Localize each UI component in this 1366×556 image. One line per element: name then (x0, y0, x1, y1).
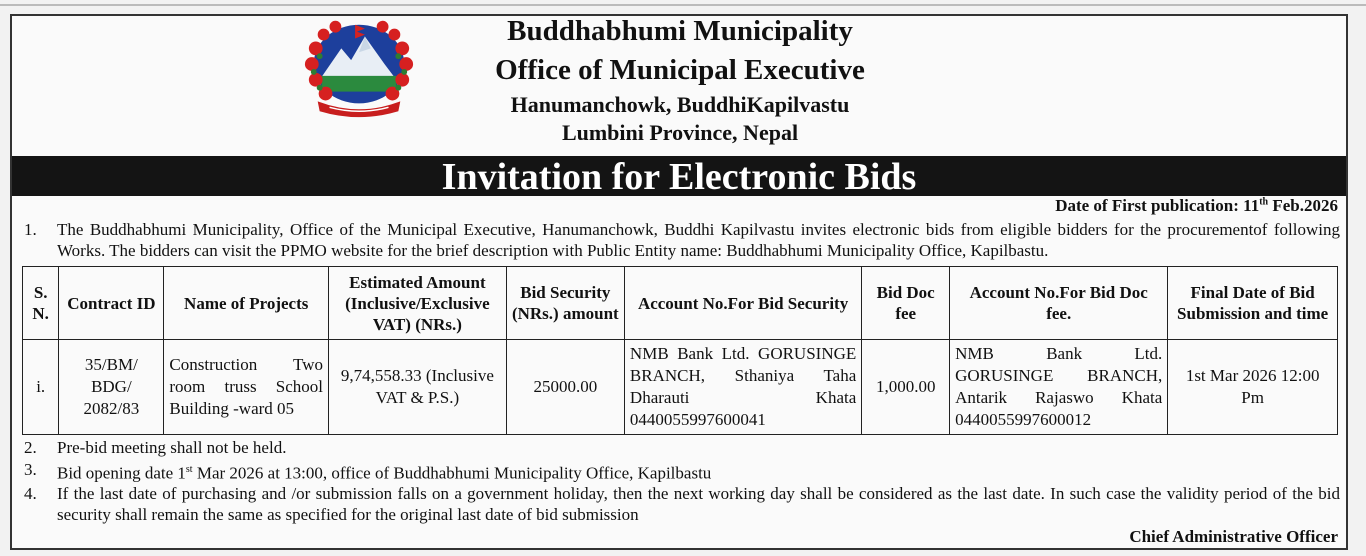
note-text: If the last date of purchasing and /or submission falls on a government holiday, then the next working day shall be considered as the last date. In such case the validity period of the bid security shall remain the same as specified for the original last date of bid submission (57, 484, 1340, 524)
header-doc-fee-account: Account No.For Bid Doc fee. (950, 267, 1168, 340)
title-banner (12, 156, 1346, 196)
table-row (23, 340, 1338, 435)
note-1 (24, 219, 1340, 261)
note-text: The Buddhabhumi Municipality, Office of the Municipal Executive, Hanumanchowk, Buddhi Kapilvastu invites electronic bids from eligible bidders for the procurementof following Works. The bidders can visit the PPMO website for the brief description with Public Entity name: Buddhabhumi Municipality Office, Kapilbastu. (57, 220, 1340, 260)
cell-bid-security: 25000.00 (506, 340, 624, 435)
office-province: Lumbini Province, Nepal (561, 120, 799, 145)
note-text (57, 459, 711, 484)
signoff: Chief Administrative Officer (1129, 527, 1338, 546)
office-name: Office of Municipal Executive (495, 54, 865, 86)
table-header-row (23, 267, 1338, 340)
cell-sn: i. (23, 340, 59, 435)
note-number: 4. (24, 484, 37, 503)
municipality-name: Buddhabhumi Municipality (507, 15, 853, 47)
office-address: Hanumanchowk, BuddhiKapilvastu (510, 92, 850, 117)
note-number: 1. (24, 220, 37, 239)
header-contract-id: Contract ID (59, 267, 164, 340)
bids-table (22, 266, 1338, 435)
top-rule (0, 4, 1366, 6)
cell-doc-fee: 1,000.00 (862, 340, 950, 435)
note-number: 2. (24, 438, 37, 457)
header-bid-security: Bid Security (NRs.) amount (506, 267, 624, 340)
note-text-sup: st (185, 464, 193, 475)
notice-title: Invitation for Electronic Bids (441, 156, 917, 198)
cell-doc-fee-account: NMB Bank Ltd. GORUSINGE BRANCH, Antarik Rajaswo Khata 0440055997600012 (950, 340, 1168, 435)
header-sn: S. N. (23, 267, 59, 340)
header-doc-fee: Bid Doc fee (862, 267, 950, 340)
publication-date-sup: th (1259, 196, 1269, 208)
note-4 (24, 483, 1340, 525)
header-final-date: Final Date of Bid Submission and time (1168, 267, 1338, 340)
header-project-name: Name of Projects (164, 267, 329, 340)
note-2 (24, 437, 286, 458)
header-security-account: Account No.For Bid Security (624, 267, 861, 340)
publication-date (1055, 196, 1338, 216)
note-text: Pre-bid meeting shall not be held. (57, 438, 287, 457)
note-text-after: Mar 2026 at 13:00, office of Buddhabhumi Municipality Office, Kapilbastu (192, 463, 712, 483)
cell-project-name: Construction Two room truss School Building -ward 05 (164, 340, 329, 435)
header-estimated-amount: Estimated Amount (Inclusive/Exclusive VAT) (NRs.) (329, 267, 507, 340)
cell-final-date: 1st Mar 2026 12:00 Pm (1168, 340, 1338, 435)
publication-date-prefix: Date of First publication: 11 (1055, 196, 1260, 215)
note-number: 3. (24, 460, 37, 479)
publication-date-suffix: Feb.2026 (1268, 196, 1338, 215)
cell-contract-id: 35/BM/ BDG/ 2082/83 (59, 340, 164, 435)
cell-security-account: NMB Bank Ltd. GORUSINGE BRANCH, Sthaniya Taha Dharauti Khata 0440055997600041 (624, 340, 861, 435)
note-3 (24, 459, 711, 484)
cell-estimated-amount: 9,74,558.33 (Inclusive VAT & P.S.) (329, 340, 507, 435)
note-text-before: Bid opening date 1 (57, 463, 186, 483)
